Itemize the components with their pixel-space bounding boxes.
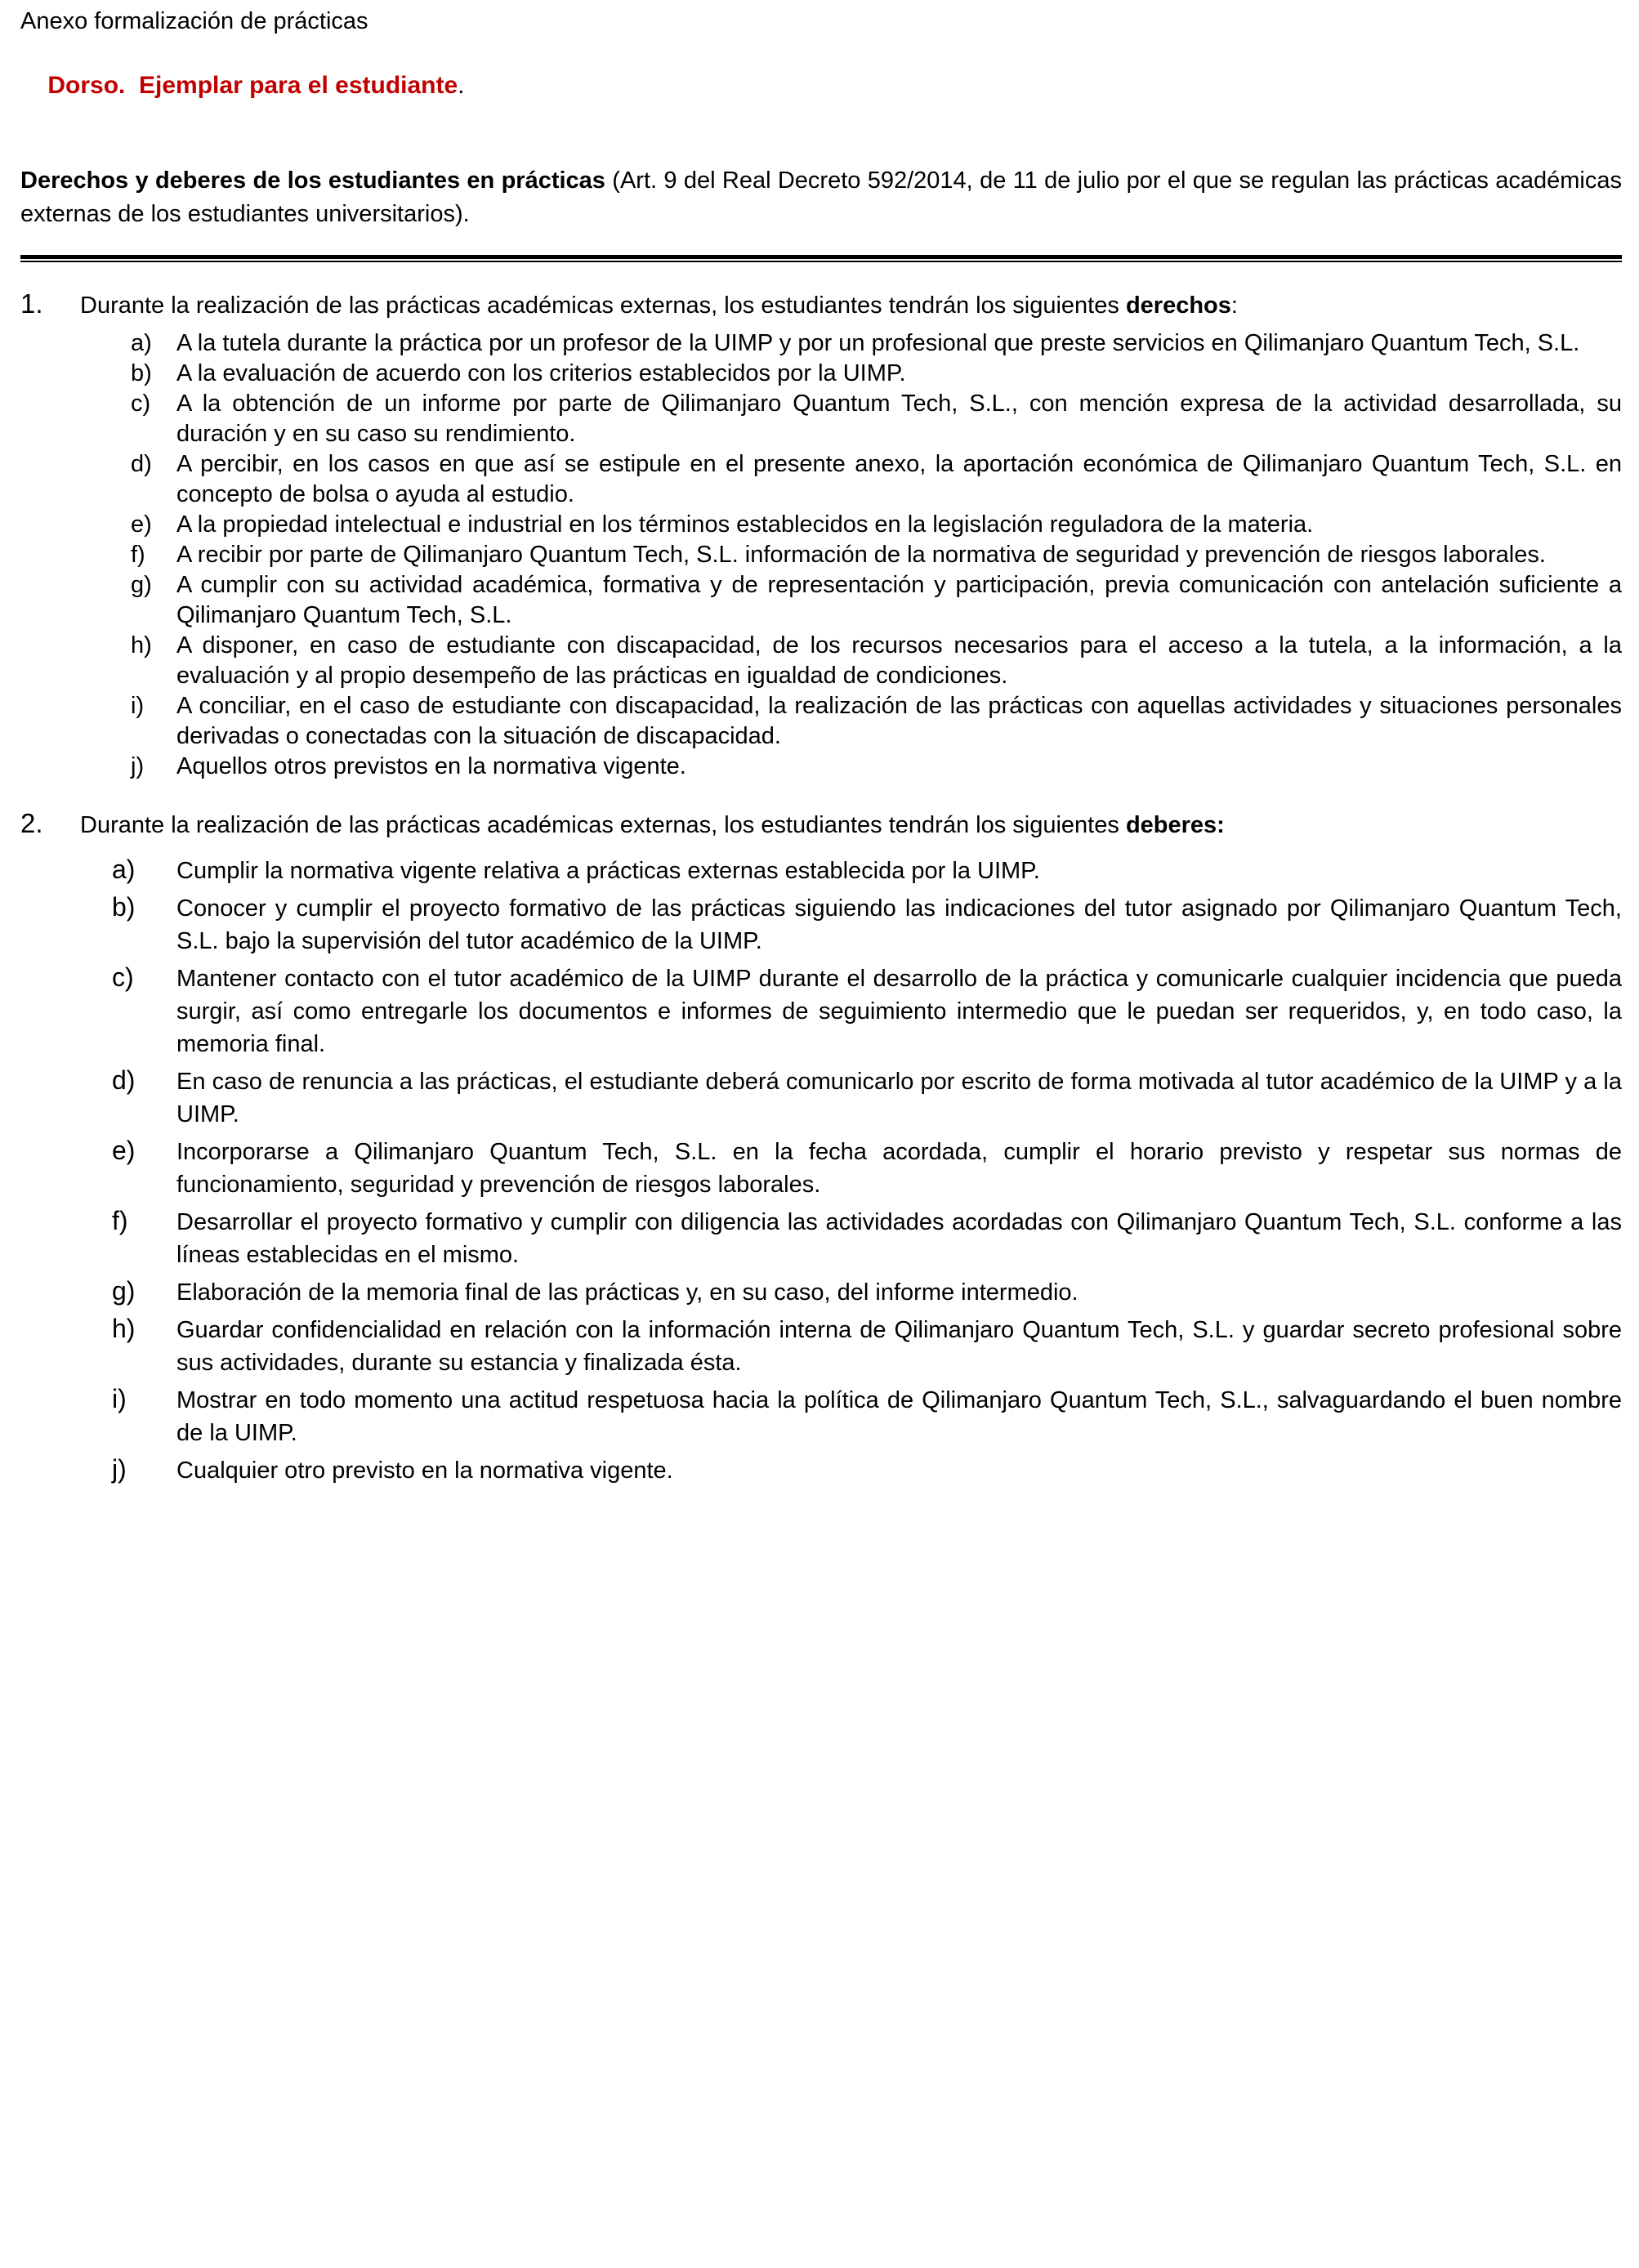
list-item-label: c) xyxy=(112,962,134,992)
copy-designation-period: . xyxy=(458,72,465,99)
list-item-text: A percibir, en los casos en que así se estipule en el presente anexo, la aportación económica de Qilimanjaro Quantum Tech, S.L. en concepto de bolsa o ayuda al estudio. xyxy=(176,451,1622,507)
list-item xyxy=(20,691,1622,752)
list-item-text: Conocer y cumplir el proyecto formativo de las prácticas siguiendo las indicaciones del tutor asignado por Qilimanjaro Quantum Tech, S.L. bajo la supervisión del tutor académico de la UIMP. xyxy=(176,895,1622,954)
list-item-label: e) xyxy=(131,511,152,538)
section-number: 1. xyxy=(20,288,43,319)
list-item xyxy=(20,1453,1622,1487)
list-item xyxy=(20,389,1622,449)
list-item xyxy=(20,328,1622,359)
list-item-label: e) xyxy=(112,1136,136,1165)
section-lead xyxy=(80,809,1622,842)
list-item xyxy=(20,631,1622,691)
list-item xyxy=(20,961,1622,1060)
section-items xyxy=(20,328,1622,782)
list-item-label: f) xyxy=(112,1206,128,1235)
document-title: Anexo formalización de prácticas xyxy=(20,8,368,34)
list-item-label: j) xyxy=(112,1454,127,1484)
list-item-label: c) xyxy=(131,391,151,417)
list-item-text: A recibir por parte de Qilimanjaro Quantum Tech, S.L. información de la normativa de seguridad y prevención de riesgos laborales. xyxy=(176,542,1546,568)
list-item-text: Desarrollar el proyecto formativo y cumplir con diligencia las actividades acordadas con Qilimanjaro Quantum Tech, S.L. conforme a las líneas establecidas en el mismo. xyxy=(176,1209,1622,1268)
list-item-label: a) xyxy=(131,330,152,356)
list-item-text: Incorporarse a Qilimanjaro Quantum Tech, S.L. en la fecha acordada, cumplir el horario previsto y respetar sus normas de funcionamiento, seguridad y prevención de riesgos laborales. xyxy=(176,1139,1622,1198)
list-item xyxy=(20,891,1622,958)
list-item xyxy=(20,1064,1622,1131)
list-item-text: A disponer, en caso de estudiante con discapacidad, de los recursos necesarios para el acceso a la tutela, a la información, a la evaluación y al propio desempeño de las prácticas en igualdad de condiciones. xyxy=(176,632,1622,689)
section-number: 2. xyxy=(20,808,43,838)
list-item xyxy=(20,359,1622,389)
list-item-label: b) xyxy=(112,892,136,922)
list-item-label: h) xyxy=(112,1314,136,1343)
section-lead-text: Durante la realización de las prácticas académicas externas, los estudiantes tendrán los siguientes xyxy=(80,812,1126,838)
list-item xyxy=(20,752,1622,782)
section-heading xyxy=(20,288,1622,322)
list-item-label: i) xyxy=(112,1384,127,1413)
list-item-label: h) xyxy=(131,632,152,659)
divider-rule xyxy=(20,255,1622,262)
numbered-section xyxy=(20,807,1622,1487)
list-item-label: g) xyxy=(131,572,152,598)
list-item-label: f) xyxy=(131,542,145,568)
list-item-text: A la evaluación de acuerdo con los criterios establecidos por la UIMP. xyxy=(176,360,906,386)
list-item-text: Mantener contacto con el tutor académico de la UIMP durante el desarrollo de la práctica y comunicarle cualquier incidencia que pueda surgir, así como entregarle los documentos e informes de seguimiento intermedio que le puedan ser requeridos, y, en todo caso, la memoria final. xyxy=(176,966,1622,1057)
list-item-text: A la propiedad intelectual e industrial en los términos establecidos en la legislación reguladora de la materia. xyxy=(176,511,1314,538)
list-item xyxy=(20,1382,1622,1449)
list-item-label: d) xyxy=(131,451,152,477)
list-item-text: En caso de renuncia a las prácticas, el estudiante deberá comunicarlo por escrito de forma motivada al tutor académico de la UIMP y a la UIMP. xyxy=(176,1069,1622,1127)
intro-paragraph-rest: (Art. 9 del Real Decreto 592/2014, de 11 de julio por el que se regulan las prácticas académicas externas de los estudiantes universitarios). xyxy=(20,167,1622,227)
list-item-text: Cualquier otro previsto en la normativa vigente. xyxy=(176,1458,673,1484)
copy-designation-line xyxy=(20,37,1622,135)
intro-paragraph-bold: Derechos y deberes de los estudiantes en prácticas xyxy=(20,167,605,194)
list-item xyxy=(20,1312,1622,1379)
section-items xyxy=(20,853,1622,1487)
list-item xyxy=(20,1134,1622,1201)
list-item-text: A la tutela durante la práctica por un profesor de la UIMP y por un profesional que preste servicios en Qilimanjaro Quantum Tech, S.L. xyxy=(176,330,1580,356)
list-item-label: a) xyxy=(112,855,136,884)
list-item xyxy=(20,1275,1622,1309)
section-lead-keyword: derechos xyxy=(1125,292,1231,319)
intro-paragraph xyxy=(20,164,1622,231)
list-item-text: Aquellos otros previstos en la normativa vigente. xyxy=(176,753,686,779)
copy-designation-text: Dorso. Ejemplar para el estudiante xyxy=(47,72,458,99)
list-item-label: i) xyxy=(131,693,145,719)
list-item-label: d) xyxy=(112,1065,136,1095)
list-item-label: g) xyxy=(112,1276,136,1306)
list-item-text: Elaboración de la memoria final de las prácticas y, en su caso, del informe intermedio. xyxy=(176,1279,1079,1306)
list-item-text: A conciliar, en el caso de estudiante con discapacidad, la realización de las prácticas con aquellas actividades y situaciones personales derivadas o conectadas con la situación de discapacidad. xyxy=(176,693,1622,749)
list-item xyxy=(20,570,1622,631)
section-lead-suffix: : xyxy=(1230,292,1238,319)
list-item-text: Mostrar en todo momento una actitud respetuosa hacia la política de Qilimanjaro Quantum Tech, S.L., salvaguardando el buen nombre de la UIMP. xyxy=(176,1387,1622,1446)
section-heading xyxy=(20,807,1622,842)
list-item-label: b) xyxy=(131,360,152,386)
section-lead-text: Durante la realización de las prácticas académicas externas, los estudiantes tendrán los siguientes xyxy=(80,292,1126,319)
sections-container xyxy=(20,288,1622,1487)
list-item-text: A la obtención de un informe por parte de Qilimanjaro Quantum Tech, S.L., con mención expresa de la actividad desarrollada, su duración y en su caso su rendimiento. xyxy=(176,391,1622,447)
list-item xyxy=(20,540,1622,570)
list-item xyxy=(20,510,1622,540)
numbered-section xyxy=(20,288,1622,782)
list-item-text: Cumplir la normativa vigente relativa a prácticas externas establecida por la UIMP. xyxy=(176,858,1040,884)
list-item-text: Guardar confidencialidad en relación con la información interna de Qilimanjaro Quantum Tech, S.L. y guardar secreto profesional sobre sus actividades, durante su estancia y finalizada ésta. xyxy=(176,1317,1622,1376)
list-item xyxy=(20,449,1622,510)
section-lead-keyword: deberes: xyxy=(1125,812,1225,838)
list-item xyxy=(20,1204,1622,1271)
list-item-label: j) xyxy=(131,753,145,779)
list-item xyxy=(20,853,1622,887)
section-lead xyxy=(80,289,1622,322)
list-item-text: A cumplir con su actividad académica, formativa y de representación y participación, previa comunicación con antelación suficiente a Qilimanjaro Quantum Tech, S.L. xyxy=(176,572,1622,628)
